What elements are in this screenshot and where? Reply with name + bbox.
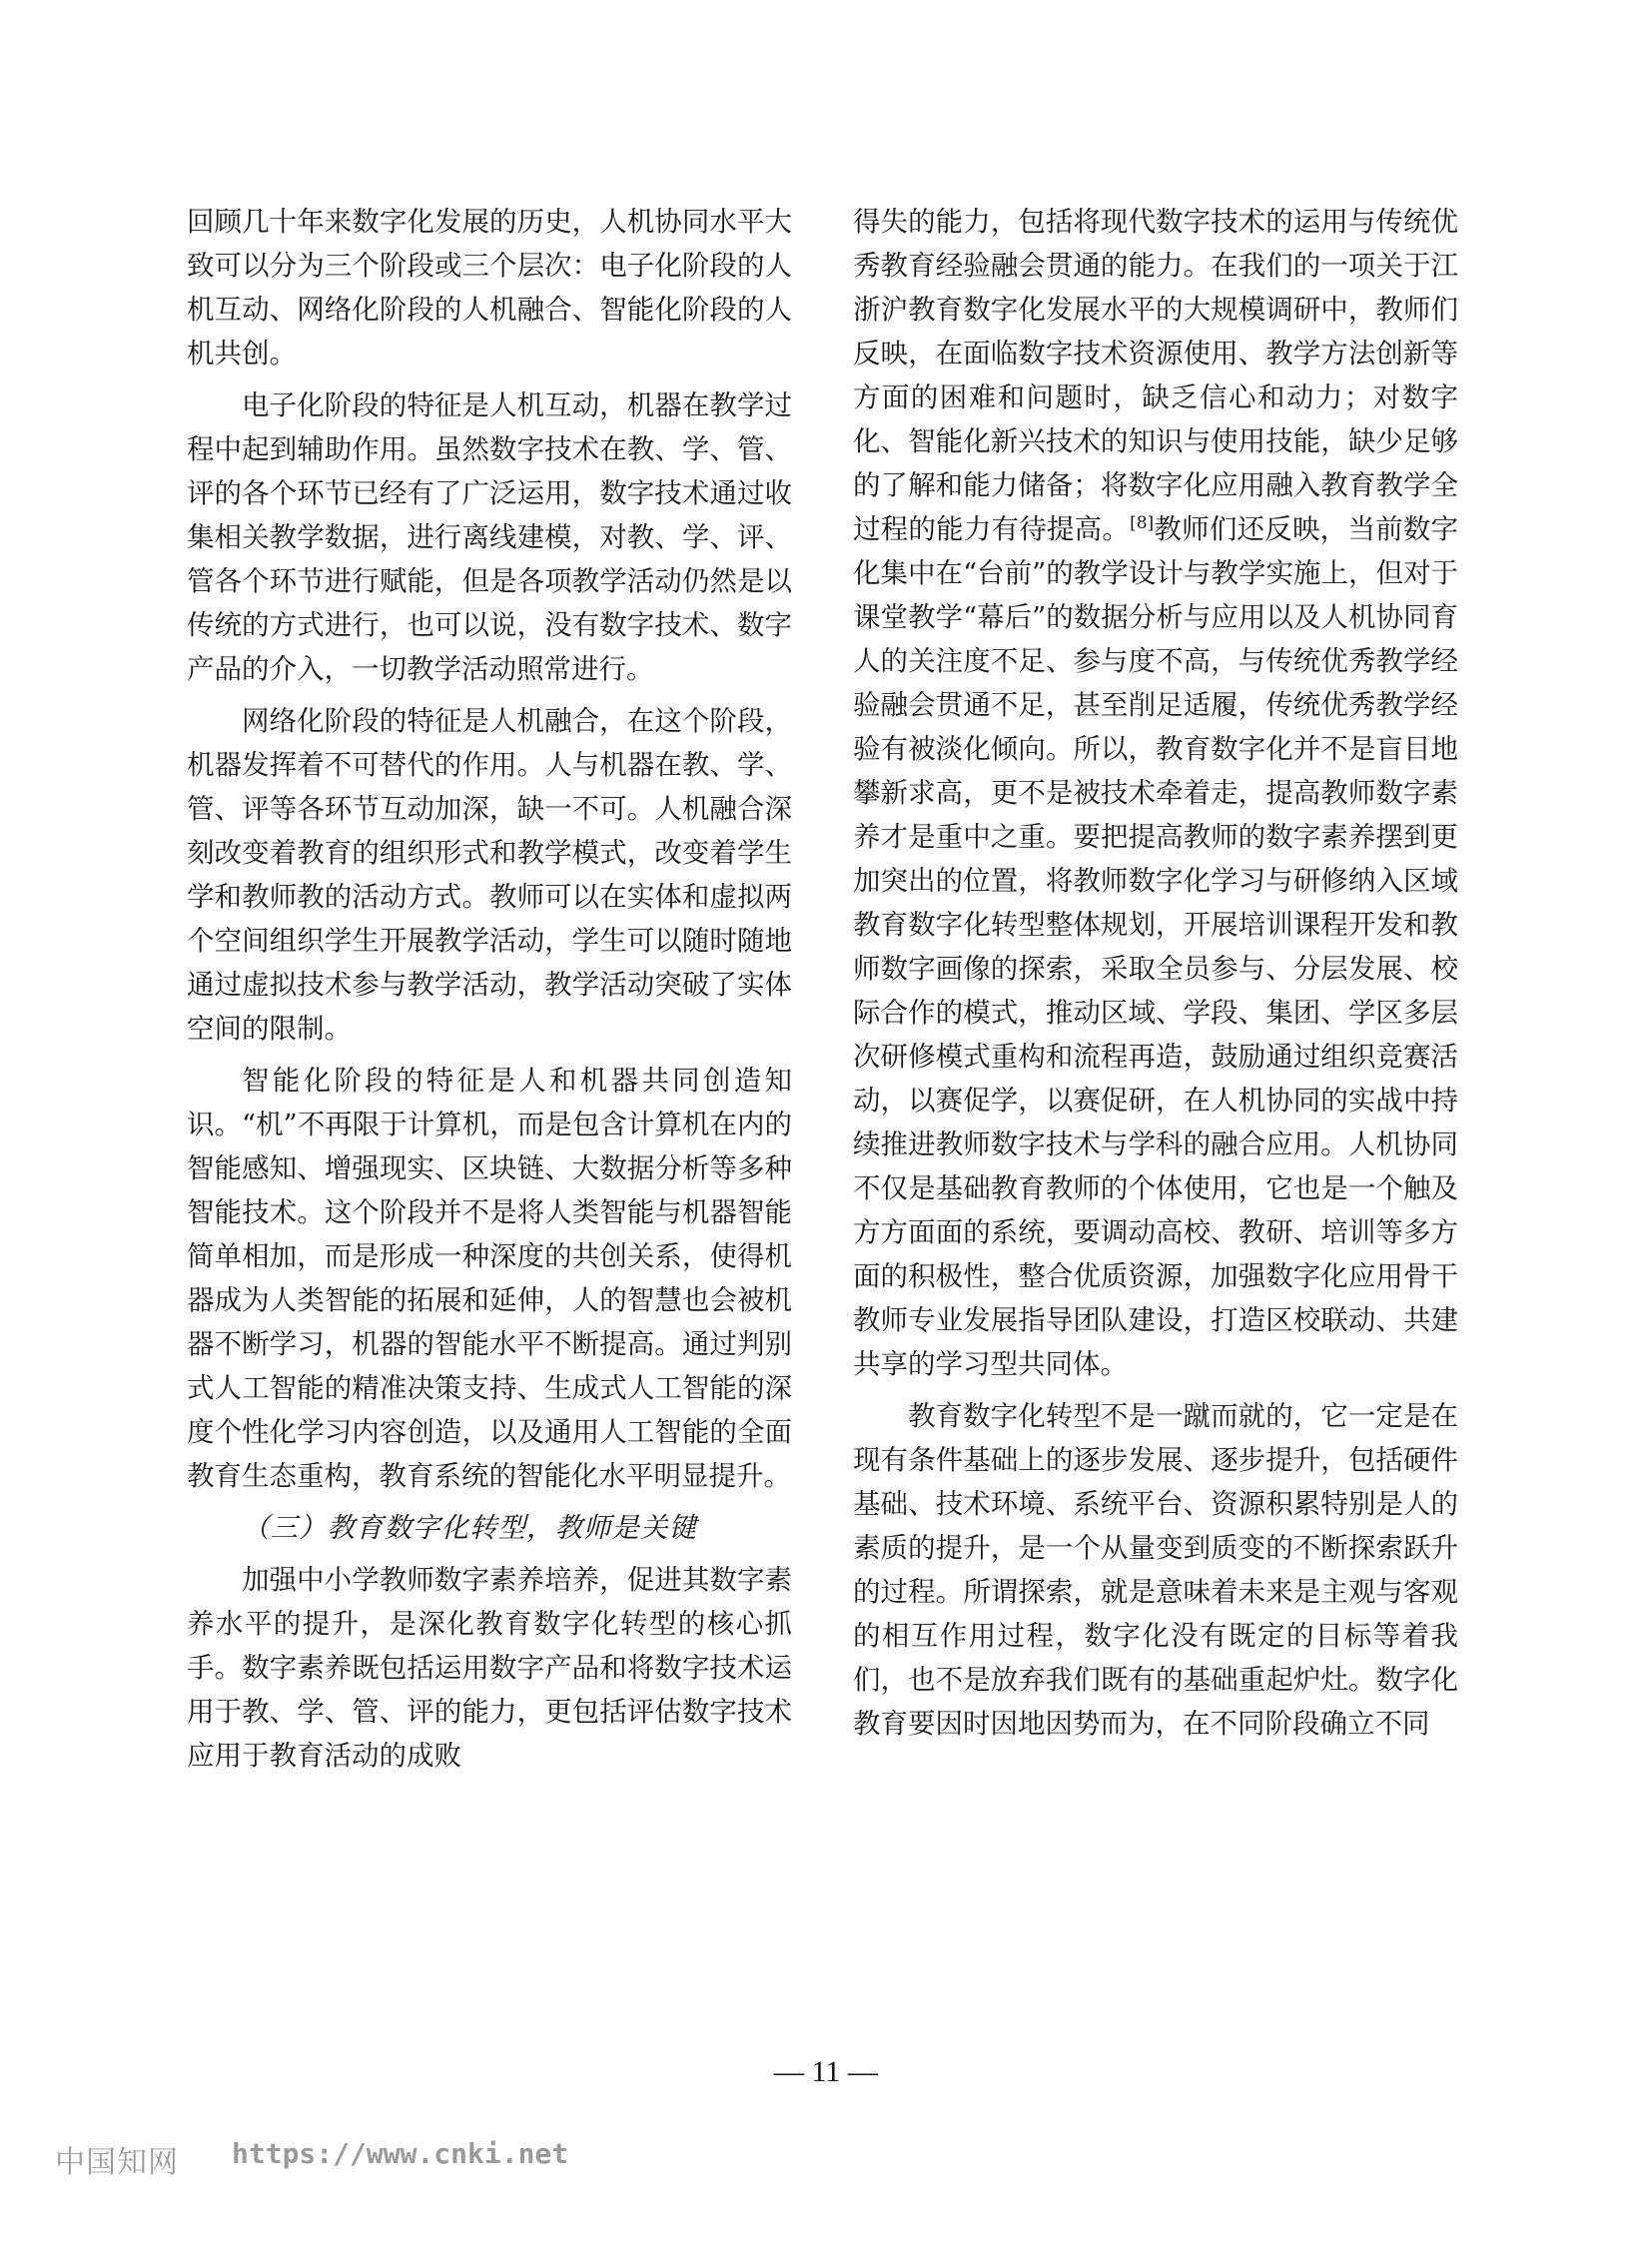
paragraph-text: 教师们还反映，当前数字化集中在“台前”的教学设计与教学实施上，但对于课堂教学“幕后”的数据分析与应用以及人机协同育人的关注度不足、参与度不高，与传统优秀教学经验融会贯通不足，甚至削足适履，传统优秀教学经验有被淡化倾向。所以，教育数字化并不是盲目地攀新求高，更不是被技术牵着走，提高教师数字素养才是重中之重。要把提高教师的数字素养摆到更加突出的位置，将教师数字化学习与研修纳入区域教育数字化转型整体规划，开展培训课程开发和教师数字画像的探索，采取全员参与、分层发展、校际合作的模式，推动区域、学段、集团、学区多层次研修模式重构和流程再造，鼓励通过组织竞赛活动，以赛促学，以赛促研，在人机协同的实战中持续推进教师数字技术与学科的融合应用。人机协同不仅是基础教育教师的个体使用，它也是一个触及方方面面的系统，要调动高校、教研、培训等多方面的积极性，整合优质资源，加强数字化应用骨干教师专业发展指导团队建设，打造区校联动、共建共享的学习型共同体。: [853, 513, 1459, 1380]
paragraph: [853, 200, 1458, 1386]
citation-marker: [8]: [1130, 512, 1155, 533]
page-number: — 11 —: [774, 2055, 878, 2088]
paragraph: 智能化阶段的特征是人和机器共同创造知识。“机”不再限于计算机，而是包含计算机在内的智能感知、增强现实、区块链、大数据分析等多种智能技术。这个阶段并不是将人类智能与机器智能简单相加，而是形成一种深度的共创关系，使得机器成为人类智能的拓展和延伸，人的智慧也会被机器不断学习，机器的智能水平不断提高。通过判别式人工智能的精准决策支持、生成式人工智能的深度个性化学习内容创造，以及通用人工智能的全面教育生态重构，教育系统的智能化水平明显提升。: [187, 1065, 792, 1492]
paragraph-text: 得失的能力，包括将现代数字技术的运用与传统优秀教育经验融会贯通的能力。在我们的一项关于江浙沪教育数字化发展水平的大规模调研中，教师们反映，在面临数字技术资源使用、教学方法创新等方面的困难和问题时，缺乏信心和动力；对数字化、智能化新兴技术的知识与使用技能，缺少足够的了解和能力储备；将数字化应用融入教育教学全过程的能力有待提高。: [853, 206, 1458, 545]
footer-brand-watermark: 中国知网: [55, 2145, 179, 2180]
left-column: [187, 200, 792, 1786]
paragraph: 教育数字化转型不是一蹴而就的，它一定是在现有条件基础上的逐步发展、逐步提升，包括硬件基础、技术环境、系统平台、资源积累特别是人的素质的提升，是一个从量变到质变的不断探索跃升的过程。所谓探索，就是意味着未来是主观与客观的相互作用过程，数字化没有既定的目标等着我们，也不是放弃我们既有的基础重起炉灶。数字化教育要因时因地因势而为，在不同阶段确立不同: [853, 1400, 1458, 1740]
section-heading: （三）教育数字化转型，教师是关键: [242, 1512, 697, 1544]
footer-url-watermark: https://www.cnki.net: [232, 2137, 569, 2170]
paragraph: 回顾几十年来数字化发展的历史，人机协同水平大致可以分为三个阶段或三个层次：电子化阶段的人机互动、网络化阶段的人机融合、智能化阶段的人机共创。: [187, 206, 792, 370]
paragraph: 网络化阶段的特征是人机融合，在这个阶段，机器发挥着不可替代的作用。人与机器在教、学、管、评等各环节互动加深，缺一不可。人机融合深刻改变着教育的组织形式和教学模式，改变着学生学和教师教的活动方式。教师可以在实体和虚拟两个空间组织学生开展教学活动，学生可以随时随地通过虚拟技术参与教学活动，教学活动突破了实体空间的限制。: [187, 705, 792, 1045]
paragraph: 加强中小学教师数字素养培养，促进其数字素养水平的提升，是深化教育数字化转型的核心抓手。数字素养既包括运用数字产品和将数字技术运用于教、学、管、评的能力，更包括评估数字技术应用于教育活动的成败: [187, 1564, 792, 1772]
right-column: [853, 200, 1458, 1754]
paragraph: 电子化阶段的特征是人机互动，机器在教学过程中起到辅助作用。虽然数字技术在教、学、管、评的各个环节已经有了广泛运用，数字技术通过收集相关教学数据，进行离线建模，对教、学、评、管各个环节进行赋能，但是各项教学活动仍然是以传统的方式进行，也可以说，没有数字技术、数字产品的介入，一切教学活动照常进行。: [187, 389, 792, 685]
